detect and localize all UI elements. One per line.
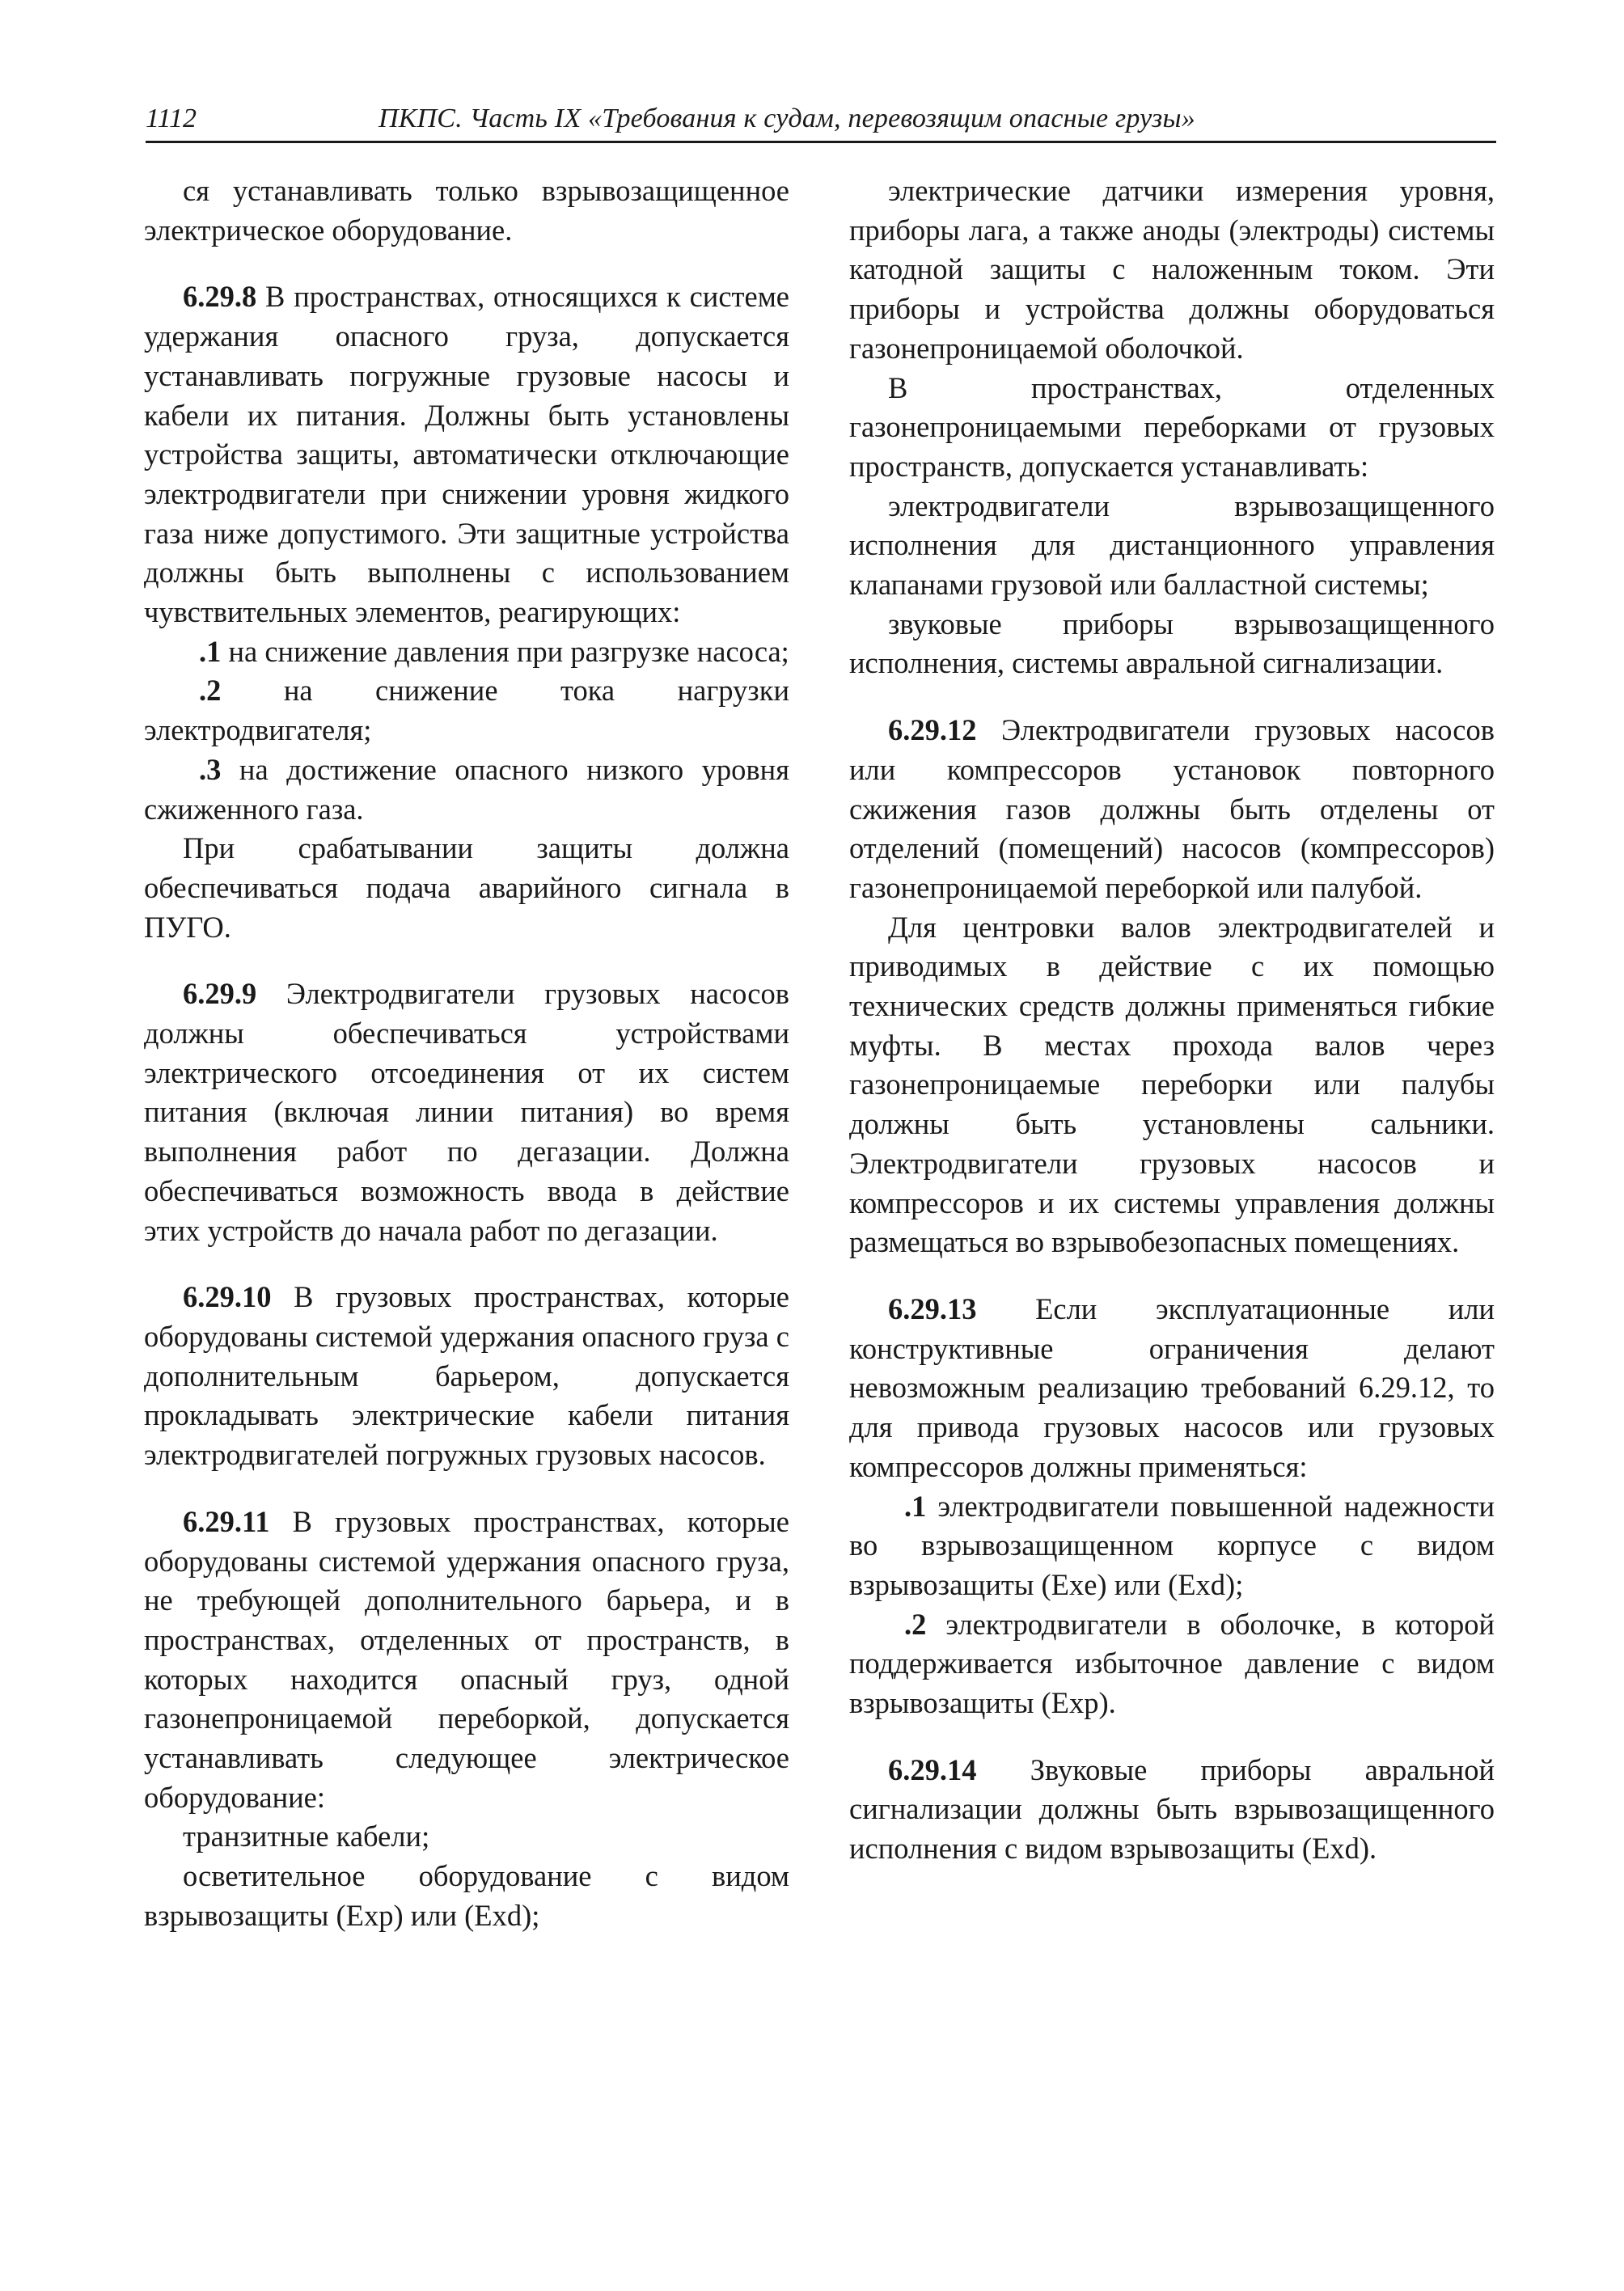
item-number: .2 xyxy=(904,1607,927,1641)
paragraph: осветительное оборудование с видом взрывозащиты (Exp) или (Exd); xyxy=(144,1859,789,1932)
clause-number: 6.29.10 xyxy=(183,1280,272,1314)
list-item-2: .2 электродвигатели в оболочке, в которой поддерживается избыточное давление с видом взрывозащиты (Exp). xyxy=(849,1607,1495,1720)
list-item-2: .2 на снижение тока нагрузки электродвигателя; xyxy=(144,674,789,747)
paragraph-continuation: ся устанавливать только взрывозащищенное электрическое оборудование. xyxy=(144,174,789,247)
clause-number: 6.29.11 xyxy=(183,1504,270,1538)
clause-6-29-13: 6.29.13 Если эксплуатационные или конструктивные ограничения делают невозможным реализацию требований 6.29.12, то для привода грузовых насосов или грузовых компрессоров должны применяться: xyxy=(849,1291,1495,1483)
running-title: ПКПС. Часть IX «Требования к судам, перевозящим опасные грузы» xyxy=(379,104,1195,133)
left-column xyxy=(144,171,789,1936)
list-item-3: .3 на достижение опасного низкого уровня сжиженного газа. xyxy=(144,752,789,826)
clause-number: 6.29.14 xyxy=(888,1752,977,1786)
right-column xyxy=(849,171,1495,1869)
clause-6-29-9: 6.29.9 Электродвигатели грузовых насосов должны обеспечиваться устройствами электрического отсоединения от их систем питания (включая линии питания) во время выполнения работ по дегазации. Должна обеспечиваться возможность ввода в действие этих устройств до начала работ по дегазации. xyxy=(144,977,789,1247)
clause-number: 6.29.8 xyxy=(183,280,257,314)
item-number: .3 xyxy=(199,752,222,786)
item-number: .1 xyxy=(199,634,222,668)
item-number: .1 xyxy=(904,1489,927,1523)
clause-6-29-10: 6.29.10 В грузовых пространствах, которые оборудованы системой удержания опасного груза с дополнительным барьером, допускается прокладывать электрические кабели питания электродвигателей погружных грузовых насосов. xyxy=(144,1280,789,1472)
paragraph: звуковые приборы взрывозащищенного исполнения, системы авральной сигнализации. xyxy=(849,607,1495,680)
list-item-1: .1 электродвигатели повышенной надежности во взрывозащищенном корпусе с видом взрывозащиты (Exe) или (Exd); xyxy=(849,1489,1495,1601)
clause-6-29-8: 6.29.8 В пространствах, относящихся к системе удержания опасного груза, допускается устанавливать погружные грузовые насосы и кабели их питания. Должны быть установлены устройства защиты, автоматически отключающие электродвигатели при снижении уровня жидкого газа ниже допустимого. Эти защитные устройства должны быть выполнены с использованием чувствительных элементов, реагирующих: xyxy=(144,280,789,629)
page-header xyxy=(146,104,1496,143)
paragraph: транзитные кабели; xyxy=(183,1820,430,1854)
item-number: .2 xyxy=(199,674,222,708)
paragraph: При срабатывании защиты должна обеспечиваться подача аварийного сигнала в ПУГО. xyxy=(144,831,789,944)
clause-number: 6.29.13 xyxy=(888,1291,977,1325)
list-item-1: .1 на снижение давления при разгрузке насоса; xyxy=(199,634,789,668)
clause-6-29-14: 6.29.14 Звуковые приборы авральной сигнализации должны быть взрывозащищенного исполнения с видом взрывозащиты (Exd). xyxy=(849,1752,1495,1866)
paragraph: электрические датчики измерения уровня, приборы лага, а также аноды (электроды) системы катодной защиты с наложенным током. Эти приборы и устройства должны оборудоваться газонепроницаемой оболочкой. xyxy=(849,174,1495,365)
paragraph: Для центровки валов электродвигателей и приводимых в действие с их помощью технических средств должны применяться гибкие муфты. В местах прохода валов через газонепроницаемые переборки или палубы должны быть установлены сальники. Электродвигатели грузовых насосов и компрессоров и их системы управления должны размещаться во взрывобезопасных помещениях. xyxy=(849,910,1495,1259)
page-number: 1112 xyxy=(146,104,197,133)
clause-6-29-12: 6.29.12 Электродвигатели грузовых насосов или компрессоров установок повторного сжижения газов должны быть отделены от отделений (помещений) насосов (компрессоров) газонепроницаемой переборкой или палубой. xyxy=(849,713,1495,904)
clause-6-29-11: 6.29.11 В грузовых пространствах, которые оборудованы системой удержания опасного груза, не требующей дополнительного барьера, и в пространствах, отделенных от пространств, в которых находится опасный груз, одной газонепроницаемой переборкой, допускается устанавливать следующее электрическое оборудование: xyxy=(144,1504,789,1814)
clause-number: 6.29.12 xyxy=(888,713,977,747)
clause-number: 6.29.9 xyxy=(183,977,257,1011)
paragraph: электродвигатели взрывозащищенного исполнения для дистанционного управления клапанами грузовой или балластной системы; xyxy=(849,488,1495,602)
paragraph: В пространствах, отделенных газонепроницаемыми переборками от грузовых пространств, допускается устанавливать: xyxy=(849,370,1495,483)
